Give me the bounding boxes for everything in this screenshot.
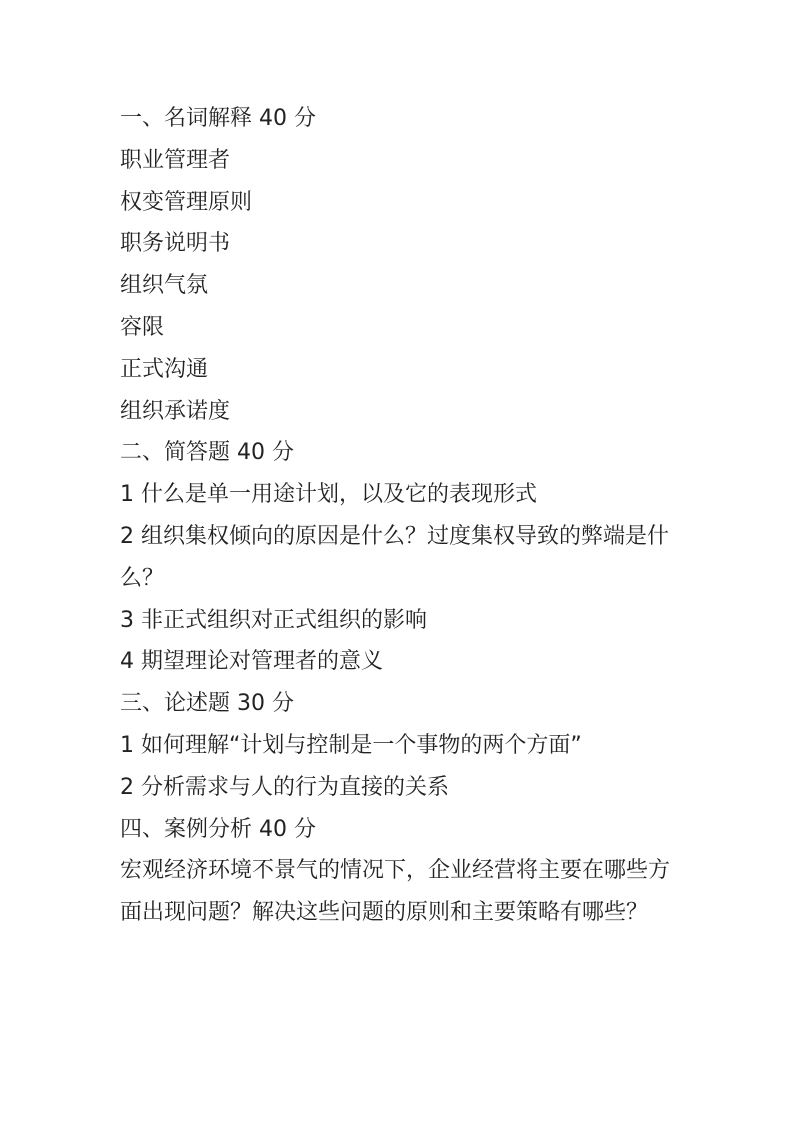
term-item: 职业管理者 bbox=[120, 147, 231, 173]
term-item: 组织气氛 bbox=[120, 273, 209, 299]
section-heading-essay: 三、论述题 30 分 bbox=[120, 691, 294, 717]
term-item: 容限 bbox=[120, 314, 165, 340]
section-heading-case-study: 四、案例分析 40 分 bbox=[120, 816, 316, 842]
short-answer-question: 1 什么是单一用途计划，以及它的表现形式 bbox=[120, 482, 537, 508]
short-answer-question: 4 期望理论对管理者的意义 bbox=[120, 649, 383, 675]
term-item: 正式沟通 bbox=[120, 356, 209, 382]
term-item: 职务说明书 bbox=[120, 231, 231, 257]
essay-question: 1 如何理解“计划与控制是一个事物的两个方面” bbox=[120, 732, 582, 758]
section-heading-terms: 一、名词解释 40 分 bbox=[120, 106, 316, 131]
essay-question: 2 分析需求与人的行为直接的关系 bbox=[120, 774, 449, 800]
exam-document bbox=[120, 98, 680, 934]
case-study-question: 宏观经济环境不景气的情况下，企业经营将主要在哪些方面出现问题？解决这些问题的原则和主要策略有哪些？ bbox=[120, 858, 671, 926]
term-item: 权变管理原则 bbox=[120, 189, 253, 215]
term-item: 组织承诺度 bbox=[120, 398, 231, 424]
short-answer-question: 3 非正式组织对正式组织的影响 bbox=[120, 607, 427, 633]
section-heading-short-answer: 二、简答题 40 分 bbox=[120, 440, 294, 466]
short-answer-question: 2 组织集权倾向的原因是什么？过度集权导致的弊端是什么？ bbox=[120, 523, 669, 591]
